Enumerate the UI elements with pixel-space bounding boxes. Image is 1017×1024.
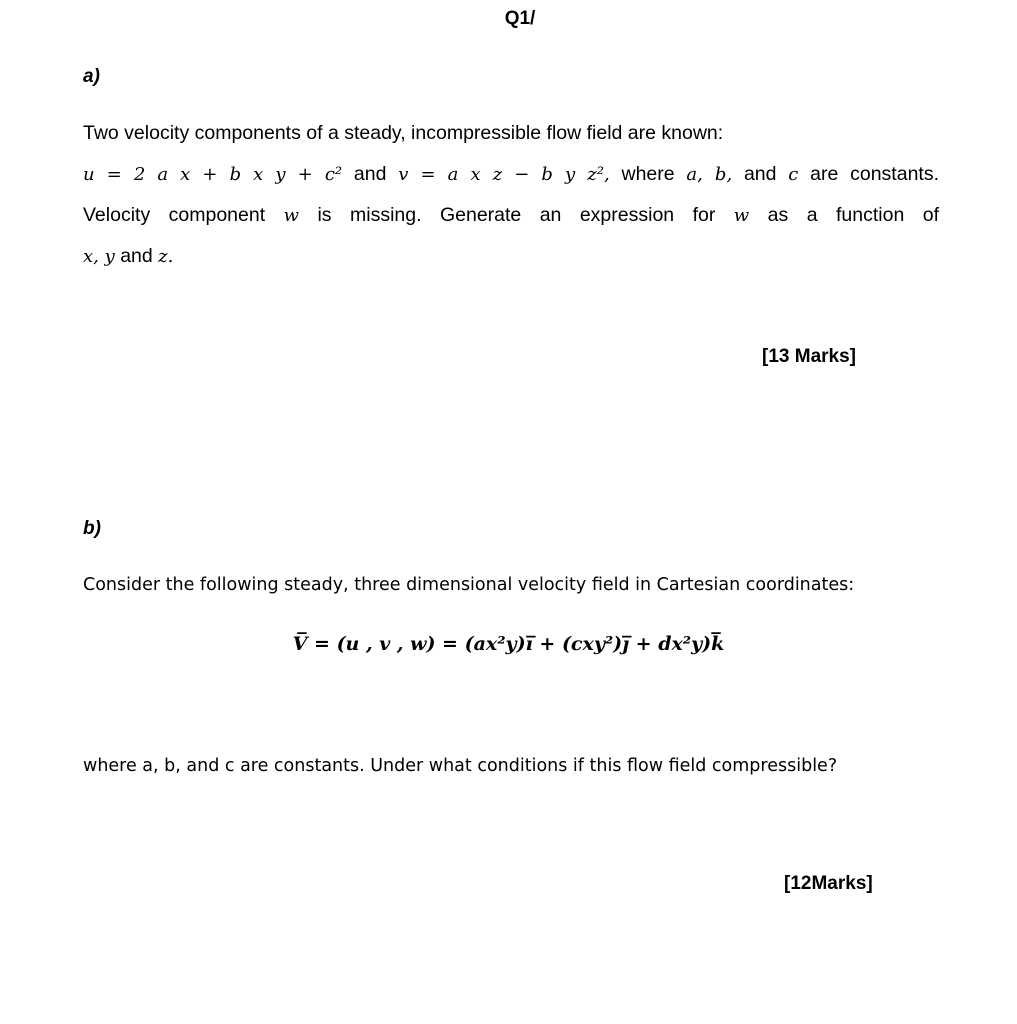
w-variable: w	[283, 205, 300, 226]
part-b-intro: Consider the following steady, three dimensional velocity field in Cartesian coordinates:	[83, 575, 855, 595]
are-constants-text: are constants.	[810, 163, 939, 185]
part-a-line-1: Two velocity components of a steady, incompressible flow field are known:	[83, 122, 724, 144]
part-a-line-3	[83, 195, 939, 236]
velocity-field-equation: V̅ = (u , v , w) = (ax²y)ı̅ + (cxy²)ȷ̅ + dx²y)k̅	[292, 633, 725, 655]
velocity-component-text: Velocity component	[83, 204, 266, 226]
question-label: Q1/	[504, 8, 536, 29]
part-a-marks: [13 Marks]	[762, 346, 856, 367]
w-variable-2: w	[733, 205, 750, 226]
function-of-text: as a function of	[767, 204, 940, 226]
part-b-marks: [12Marks]	[784, 873, 873, 894]
part-a-line-2	[83, 154, 939, 195]
and-word: and	[353, 163, 387, 185]
constant-c: c	[788, 164, 799, 185]
z-variable: z.	[158, 246, 174, 267]
and-word-2: and	[743, 163, 777, 185]
missing-text: is missing. Generate an expression for	[317, 204, 716, 226]
part-a-label: a)	[83, 66, 100, 87]
constants-ab: a, b,	[686, 164, 733, 185]
part-b-question: where a, b, and c are constants. Under what conditions if this flow field compressible?	[83, 756, 838, 776]
where-word: where	[621, 163, 675, 185]
part-a-line-4	[83, 236, 939, 277]
and-word-3: and	[120, 245, 153, 267]
v-expression: v = a x z − b y z²,	[398, 164, 610, 185]
part-b-label: b)	[83, 518, 101, 539]
xy-variables: x, y	[83, 246, 115, 267]
u-expression: u = 2 a x + b x y + c²	[83, 164, 343, 185]
part-a-text	[83, 113, 939, 277]
